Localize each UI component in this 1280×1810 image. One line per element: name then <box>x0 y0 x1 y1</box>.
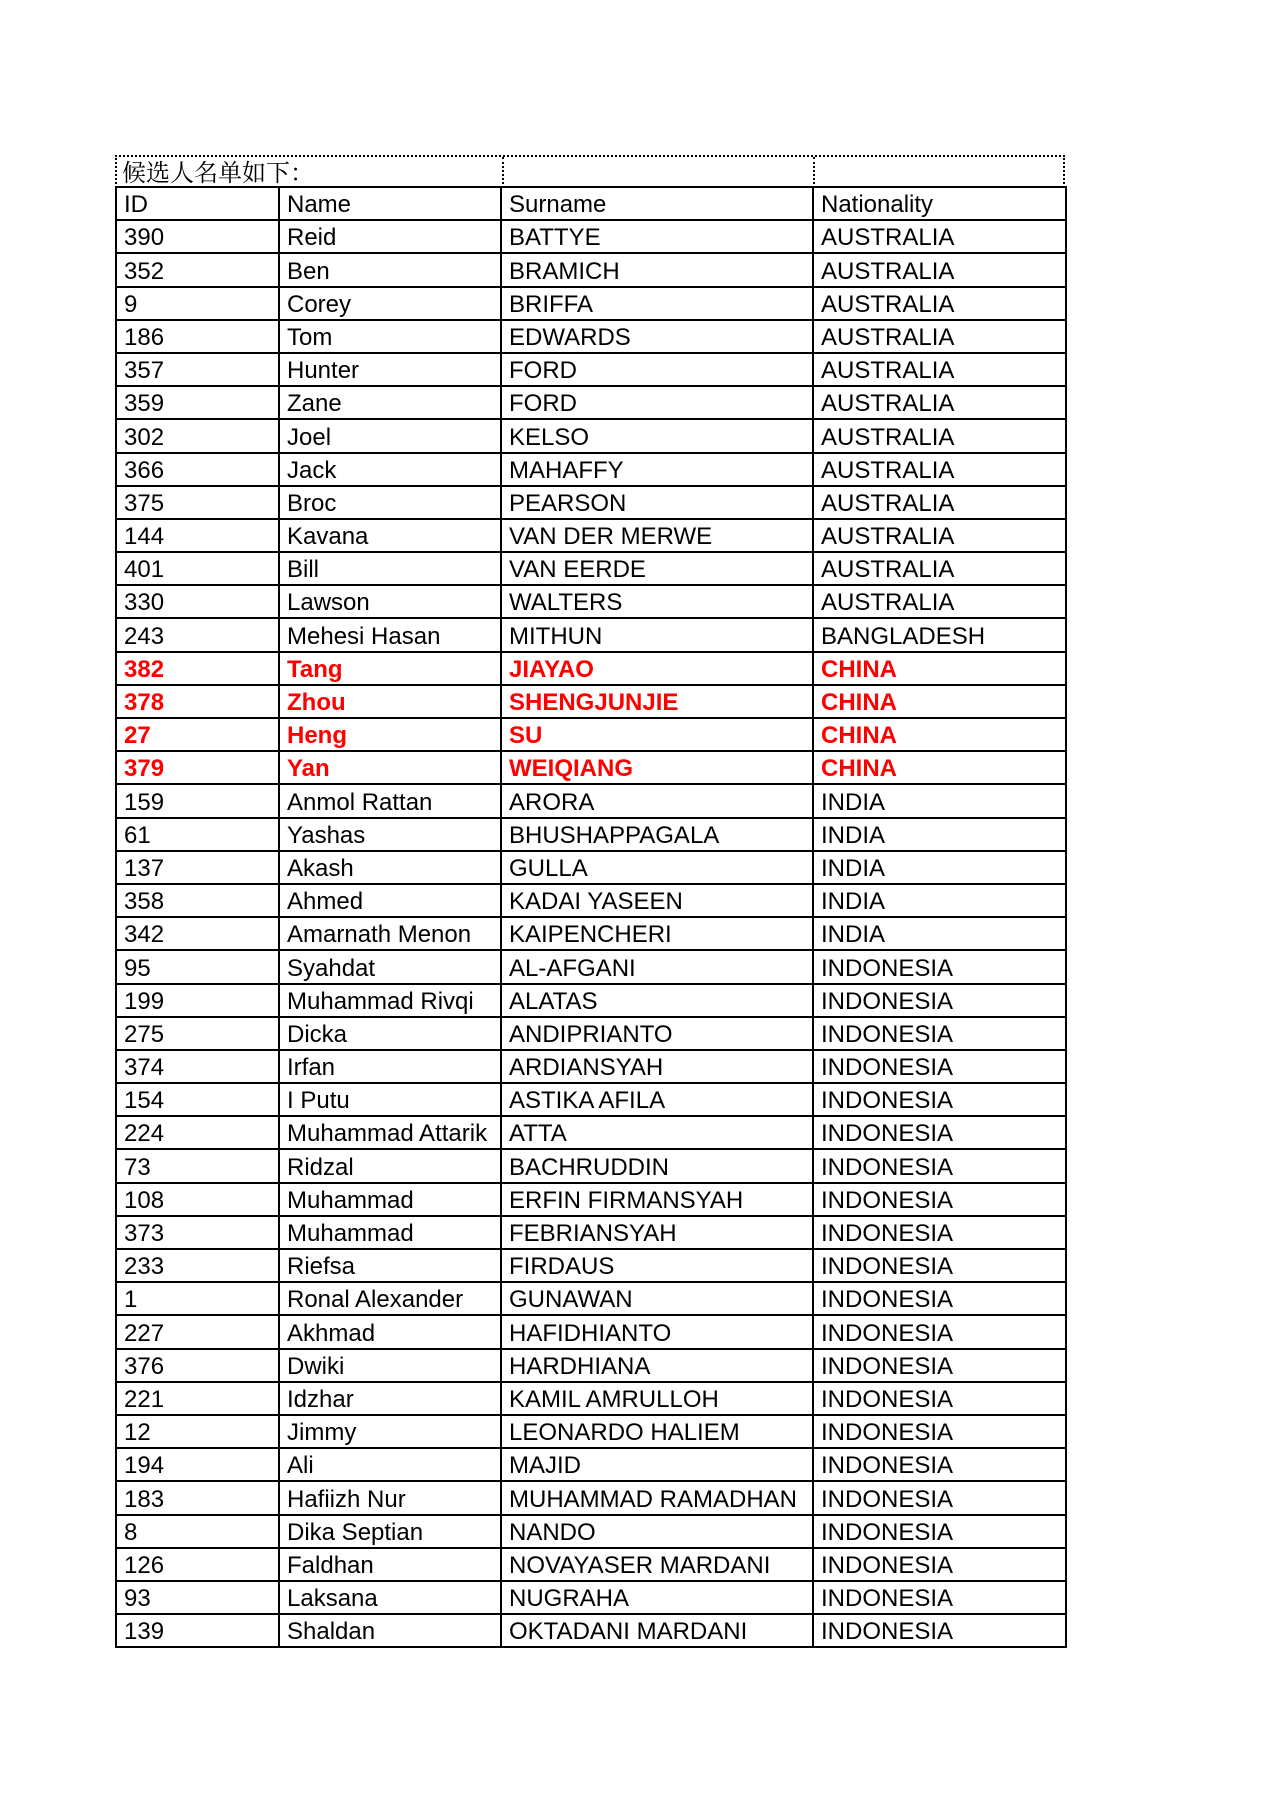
cell-nationality[interactable]: INDONESIA <box>813 1515 1066 1548</box>
cell-name[interactable]: Tang <box>279 652 501 685</box>
cell-name[interactable]: Muhammad <box>279 1216 501 1249</box>
cell-nationality[interactable]: CHINA <box>813 685 1066 718</box>
cell-surname[interactable]: EDWARDS <box>501 320 813 353</box>
cell-id[interactable]: 376 <box>116 1349 279 1382</box>
cell-id[interactable]: 73 <box>116 1149 279 1182</box>
cell-name[interactable]: Corey <box>279 287 501 320</box>
cell-nationality[interactable]: AUSTRALIA <box>813 519 1066 552</box>
cell-surname[interactable]: NOVAYASER MARDANI <box>501 1548 813 1581</box>
marquee-cell-divider <box>813 157 815 188</box>
cell-nationality[interactable]: INDONESIA <box>813 1315 1066 1348</box>
cell-id[interactable]: 275 <box>116 1017 279 1050</box>
table-row <box>116 287 1066 320</box>
cell-id[interactable]: 401 <box>116 552 279 585</box>
cell-id[interactable]: 342 <box>116 917 279 950</box>
cell-name[interactable]: Zane <box>279 386 501 419</box>
cell-surname[interactable]: FORD <box>501 386 813 419</box>
cell-nationality[interactable]: BANGLADESH <box>813 618 1066 651</box>
table-row <box>116 751 1066 784</box>
cell-id[interactable]: 358 <box>116 884 279 917</box>
cell-name[interactable]: Zhou <box>279 685 501 718</box>
cell-nationality[interactable]: INDONESIA <box>813 1149 1066 1182</box>
cell-name[interactable]: Reid <box>279 220 501 253</box>
cell-name[interactable]: Faldhan <box>279 1548 501 1581</box>
cell-name[interactable]: I Putu <box>279 1083 501 1116</box>
cell-surname[interactable]: KAMIL AMRULLOH <box>501 1382 813 1415</box>
cell-name[interactable]: Syahdat <box>279 950 501 983</box>
cell-nationality[interactable]: INDONESIA <box>813 984 1066 1017</box>
cell-id[interactable]: 330 <box>116 585 279 618</box>
cell-id[interactable]: 357 <box>116 353 279 386</box>
table-row <box>116 419 1066 452</box>
cell-nationality[interactable]: INDIA <box>813 917 1066 950</box>
cell-surname[interactable]: HAFIDHIANTO <box>501 1315 813 1348</box>
table-row <box>116 917 1066 950</box>
table-row <box>116 950 1066 983</box>
cell-id[interactable]: 302 <box>116 419 279 452</box>
table-row <box>116 1083 1066 1116</box>
cell-name[interactable]: Riefsa <box>279 1249 501 1282</box>
cell-name[interactable]: Joel <box>279 419 501 452</box>
cell-name[interactable]: Muhammad <box>279 1183 501 1216</box>
cell-nationality[interactable]: INDONESIA <box>813 1116 1066 1149</box>
cell-id[interactable]: 183 <box>116 1481 279 1514</box>
cell-name[interactable]: Yashas <box>279 818 501 851</box>
cell-nationality[interactable]: INDONESIA <box>813 1216 1066 1249</box>
cell-surname[interactable]: NUGRAHA <box>501 1581 813 1614</box>
cell-nationality[interactable]: INDONESIA <box>813 1050 1066 1083</box>
cell-name[interactable]: Ronal Alexander <box>279 1282 501 1315</box>
cell-surname[interactable]: ALATAS <box>501 984 813 1017</box>
cell-nationality[interactable]: INDONESIA <box>813 1349 1066 1382</box>
cell-id[interactable]: 126 <box>116 1548 279 1581</box>
cell-id[interactable]: 95 <box>116 950 279 983</box>
table-row <box>116 1249 1066 1282</box>
table-row <box>116 386 1066 419</box>
cell-surname[interactable]: ANDIPRIANTO <box>501 1017 813 1050</box>
cell-name[interactable]: Jack <box>279 453 501 486</box>
cell-name[interactable]: Mehesi Hasan <box>279 618 501 651</box>
table-row <box>116 1415 1066 1448</box>
cell-id[interactable]: 379 <box>116 751 279 784</box>
table-row <box>116 220 1066 253</box>
cell-surname[interactable]: BRAMICH <box>501 253 813 286</box>
cell-nationality[interactable]: AUSTRALIA <box>813 585 1066 618</box>
cell-surname[interactable]: PEARSON <box>501 486 813 519</box>
cell-id[interactable]: 221 <box>116 1382 279 1415</box>
table-row <box>116 552 1066 585</box>
cell-surname[interactable]: MITHUN <box>501 618 813 651</box>
cell-nationality[interactable]: AUSTRALIA <box>813 220 1066 253</box>
cell-name[interactable]: Irfan <box>279 1050 501 1083</box>
cell-surname[interactable]: AL-AFGANI <box>501 950 813 983</box>
cell-name[interactable]: Kavana <box>279 519 501 552</box>
cell-id[interactable]: 144 <box>116 519 279 552</box>
cell-surname[interactable]: KADAI YASEEN <box>501 884 813 917</box>
table-row <box>116 1216 1066 1249</box>
cell-id[interactable]: 227 <box>116 1315 279 1348</box>
cell-surname[interactable]: KELSO <box>501 419 813 452</box>
cell-nationality[interactable]: INDONESIA <box>813 1282 1066 1315</box>
table-body <box>116 220 1066 1647</box>
table-row <box>116 1548 1066 1581</box>
cell-surname[interactable]: KAIPENCHERI <box>501 917 813 950</box>
cell-id[interactable]: 224 <box>116 1116 279 1149</box>
cell-name[interactable]: Hunter <box>279 353 501 386</box>
table-row <box>116 1515 1066 1548</box>
cell-id[interactable]: 366 <box>116 453 279 486</box>
cell-surname[interactable]: GULLA <box>501 851 813 884</box>
cell-id[interactable]: 374 <box>116 1050 279 1083</box>
table-row <box>116 1116 1066 1149</box>
marquee-cell-divider <box>502 157 504 188</box>
cell-name[interactable]: Yan <box>279 751 501 784</box>
cell-surname[interactable]: ARORA <box>501 784 813 817</box>
cell-id[interactable]: 186 <box>116 320 279 353</box>
table-row <box>116 320 1066 353</box>
cell-name[interactable]: Dicka <box>279 1017 501 1050</box>
cell-id[interactable]: 373 <box>116 1216 279 1249</box>
table-row <box>116 1050 1066 1083</box>
table-row <box>116 652 1066 685</box>
table-row <box>116 784 1066 817</box>
cell-name[interactable]: Ridzal <box>279 1149 501 1182</box>
cell-nationality[interactable]: CHINA <box>813 751 1066 784</box>
cell-id[interactable]: 27 <box>116 718 279 751</box>
cell-nationality[interactable]: AUSTRALIA <box>813 419 1066 452</box>
cell-id[interactable]: 137 <box>116 851 279 884</box>
cell-name[interactable]: Laksana <box>279 1581 501 1614</box>
cell-nationality[interactable]: INDONESIA <box>813 1614 1066 1647</box>
cell-nationality[interactable]: AUSTRALIA <box>813 287 1066 320</box>
cell-id[interactable]: 154 <box>116 1083 279 1116</box>
cell-nationality[interactable]: AUSTRALIA <box>813 486 1066 519</box>
cell-id[interactable]: 61 <box>116 818 279 851</box>
cell-nationality[interactable]: INDIA <box>813 818 1066 851</box>
cell-name[interactable]: Muhammad Attarik <box>279 1116 501 1149</box>
table-row <box>116 984 1066 1017</box>
cell-nationality[interactable]: INDONESIA <box>813 1382 1066 1415</box>
cell-id[interactable]: 382 <box>116 652 279 685</box>
cell-surname[interactable]: MUHAMMAD RAMADHAN <box>501 1481 813 1514</box>
table-row <box>116 618 1066 651</box>
table-row <box>116 1183 1066 1216</box>
cell-id[interactable]: 194 <box>116 1448 279 1481</box>
cell-id[interactable]: 243 <box>116 618 279 651</box>
cell-nationality[interactable]: INDIA <box>813 784 1066 817</box>
cell-id[interactable]: 199 <box>116 984 279 1017</box>
cell-name[interactable]: Anmol Rattan <box>279 784 501 817</box>
cell-id[interactable]: 93 <box>116 1581 279 1614</box>
cell-nationality[interactable]: AUSTRALIA <box>813 320 1066 353</box>
cell-surname[interactable]: ERFIN FIRMANSYAH <box>501 1183 813 1216</box>
cell-name[interactable]: Akash <box>279 851 501 884</box>
table-row <box>116 519 1066 552</box>
header-cell-name[interactable]: Name <box>279 187 501 220</box>
table-row <box>116 453 1066 486</box>
cell-nationality[interactable]: INDIA <box>813 884 1066 917</box>
table-row <box>116 1349 1066 1382</box>
table-row <box>116 851 1066 884</box>
copied-range-marquee[interactable] <box>115 155 1065 188</box>
cell-id[interactable]: 233 <box>116 1249 279 1282</box>
cell-surname[interactable]: LEONARDO HALIEM <box>501 1415 813 1448</box>
cell-id[interactable]: 159 <box>116 784 279 817</box>
cell-id[interactable]: 359 <box>116 386 279 419</box>
cell-name[interactable]: Jimmy <box>279 1415 501 1448</box>
cell-nationality[interactable]: INDONESIA <box>813 1249 1066 1282</box>
cell-name[interactable]: Shaldan <box>279 1614 501 1647</box>
cell-name[interactable]: Tom <box>279 320 501 353</box>
cell-surname[interactable]: HARDHIANA <box>501 1349 813 1382</box>
cell-name[interactable]: Ben <box>279 253 501 286</box>
cell-name[interactable]: Amarnath Menon <box>279 917 501 950</box>
header-cell-surname[interactable]: Surname <box>501 187 813 220</box>
cell-nationality[interactable]: AUSTRALIA <box>813 253 1066 286</box>
cell-surname[interactable]: VAN DER MERWE <box>501 519 813 552</box>
cell-surname[interactable]: MAHAFFY <box>501 453 813 486</box>
cell-name[interactable]: Heng <box>279 718 501 751</box>
cell-name[interactable]: Dika Septian <box>279 1515 501 1548</box>
cell-id[interactable]: 139 <box>116 1614 279 1647</box>
candidate-list-note: 候选人名单如下： <box>122 159 314 187</box>
cell-surname[interactable]: JIAYAO <box>501 652 813 685</box>
table-row <box>116 1149 1066 1182</box>
candidates-table <box>115 186 1067 1648</box>
cell-name[interactable]: Dwiki <box>279 1349 501 1382</box>
cell-nationality[interactable]: INDONESIA <box>813 950 1066 983</box>
cell-surname[interactable]: SU <box>501 718 813 751</box>
cell-id[interactable]: 12 <box>116 1415 279 1448</box>
cell-nationality[interactable]: INDONESIA <box>813 1415 1066 1448</box>
cell-surname[interactable]: FORD <box>501 353 813 386</box>
cell-name[interactable]: Muhammad Rivqi <box>279 984 501 1017</box>
cell-name[interactable]: Ali <box>279 1448 501 1481</box>
cell-nationality[interactable]: INDONESIA <box>813 1581 1066 1614</box>
cell-nationality[interactable]: AUSTRALIA <box>813 353 1066 386</box>
table-row <box>116 353 1066 386</box>
cell-name[interactable]: Hafiizh Nur <box>279 1481 501 1514</box>
cell-nationality[interactable]: AUSTRALIA <box>813 386 1066 419</box>
cell-id[interactable]: 1 <box>116 1282 279 1315</box>
cell-name[interactable]: Idzhar <box>279 1382 501 1415</box>
cell-surname[interactable]: WEIQIANG <box>501 751 813 784</box>
cell-surname[interactable]: BHUSHAPPAGALA <box>501 818 813 851</box>
cell-surname[interactable]: OKTADANI MARDANI <box>501 1614 813 1647</box>
cell-nationality[interactable]: CHINA <box>813 652 1066 685</box>
cell-surname[interactable]: VAN EERDE <box>501 552 813 585</box>
cell-surname[interactable]: NANDO <box>501 1515 813 1548</box>
header-cell-nationality[interactable]: Nationality <box>813 187 1066 220</box>
cell-nationality[interactable]: INDONESIA <box>813 1448 1066 1481</box>
cell-surname[interactable]: BRIFFA <box>501 287 813 320</box>
cell-surname[interactable]: WALTERS <box>501 585 813 618</box>
cell-surname[interactable]: BACHRUDDIN <box>501 1149 813 1182</box>
cell-nationality[interactable]: INDIA <box>813 851 1066 884</box>
cell-id[interactable]: 8 <box>116 1515 279 1548</box>
cell-nationality[interactable]: INDONESIA <box>813 1017 1066 1050</box>
cell-surname[interactable]: MAJID <box>501 1448 813 1481</box>
cell-nationality[interactable]: INDONESIA <box>813 1481 1066 1514</box>
header-row <box>116 187 1066 220</box>
cell-id[interactable]: 352 <box>116 253 279 286</box>
cell-id[interactable]: 108 <box>116 1183 279 1216</box>
table-row <box>116 1382 1066 1415</box>
cell-id[interactable]: 9 <box>116 287 279 320</box>
cell-surname[interactable]: ARDIANSYAH <box>501 1050 813 1083</box>
table-row <box>116 1481 1066 1514</box>
cell-surname[interactable]: FEBRIANSYAH <box>501 1216 813 1249</box>
table-row <box>116 1017 1066 1050</box>
cell-nationality[interactable]: AUSTRALIA <box>813 552 1066 585</box>
table-row <box>116 818 1066 851</box>
cell-name[interactable]: Broc <box>279 486 501 519</box>
cell-surname[interactable]: BATTYE <box>501 220 813 253</box>
cell-id[interactable]: 375 <box>116 486 279 519</box>
cell-nationality[interactable]: CHINA <box>813 718 1066 751</box>
cell-surname[interactable]: SHENGJUNJIE <box>501 685 813 718</box>
cell-name[interactable]: Akhmad <box>279 1315 501 1348</box>
table-row <box>116 1448 1066 1481</box>
table-row <box>116 585 1066 618</box>
cell-id[interactable]: 390 <box>116 220 279 253</box>
cell-surname[interactable]: GUNAWAN <box>501 1282 813 1315</box>
table-row <box>116 253 1066 286</box>
table-row <box>116 685 1066 718</box>
cell-nationality[interactable]: AUSTRALIA <box>813 453 1066 486</box>
cell-nationality[interactable]: INDONESIA <box>813 1548 1066 1581</box>
table-row <box>116 718 1066 751</box>
cell-surname[interactable]: FIRDAUS <box>501 1249 813 1282</box>
cell-name[interactable]: Bill <box>279 552 501 585</box>
cell-surname[interactable]: ATTA <box>501 1116 813 1149</box>
cell-surname[interactable]: ASTIKA AFILA <box>501 1083 813 1116</box>
cell-nationality[interactable]: INDONESIA <box>813 1083 1066 1116</box>
table-row <box>116 1614 1066 1647</box>
table-row <box>116 486 1066 519</box>
cell-name[interactable]: Ahmed <box>279 884 501 917</box>
cell-nationality[interactable]: INDONESIA <box>813 1183 1066 1216</box>
table-row <box>116 1315 1066 1348</box>
cell-name[interactable]: Lawson <box>279 585 501 618</box>
header-cell-id[interactable]: ID <box>116 187 279 220</box>
table-row <box>116 1581 1066 1614</box>
table-row <box>116 884 1066 917</box>
cell-id[interactable]: 378 <box>116 685 279 718</box>
table-row <box>116 1282 1066 1315</box>
